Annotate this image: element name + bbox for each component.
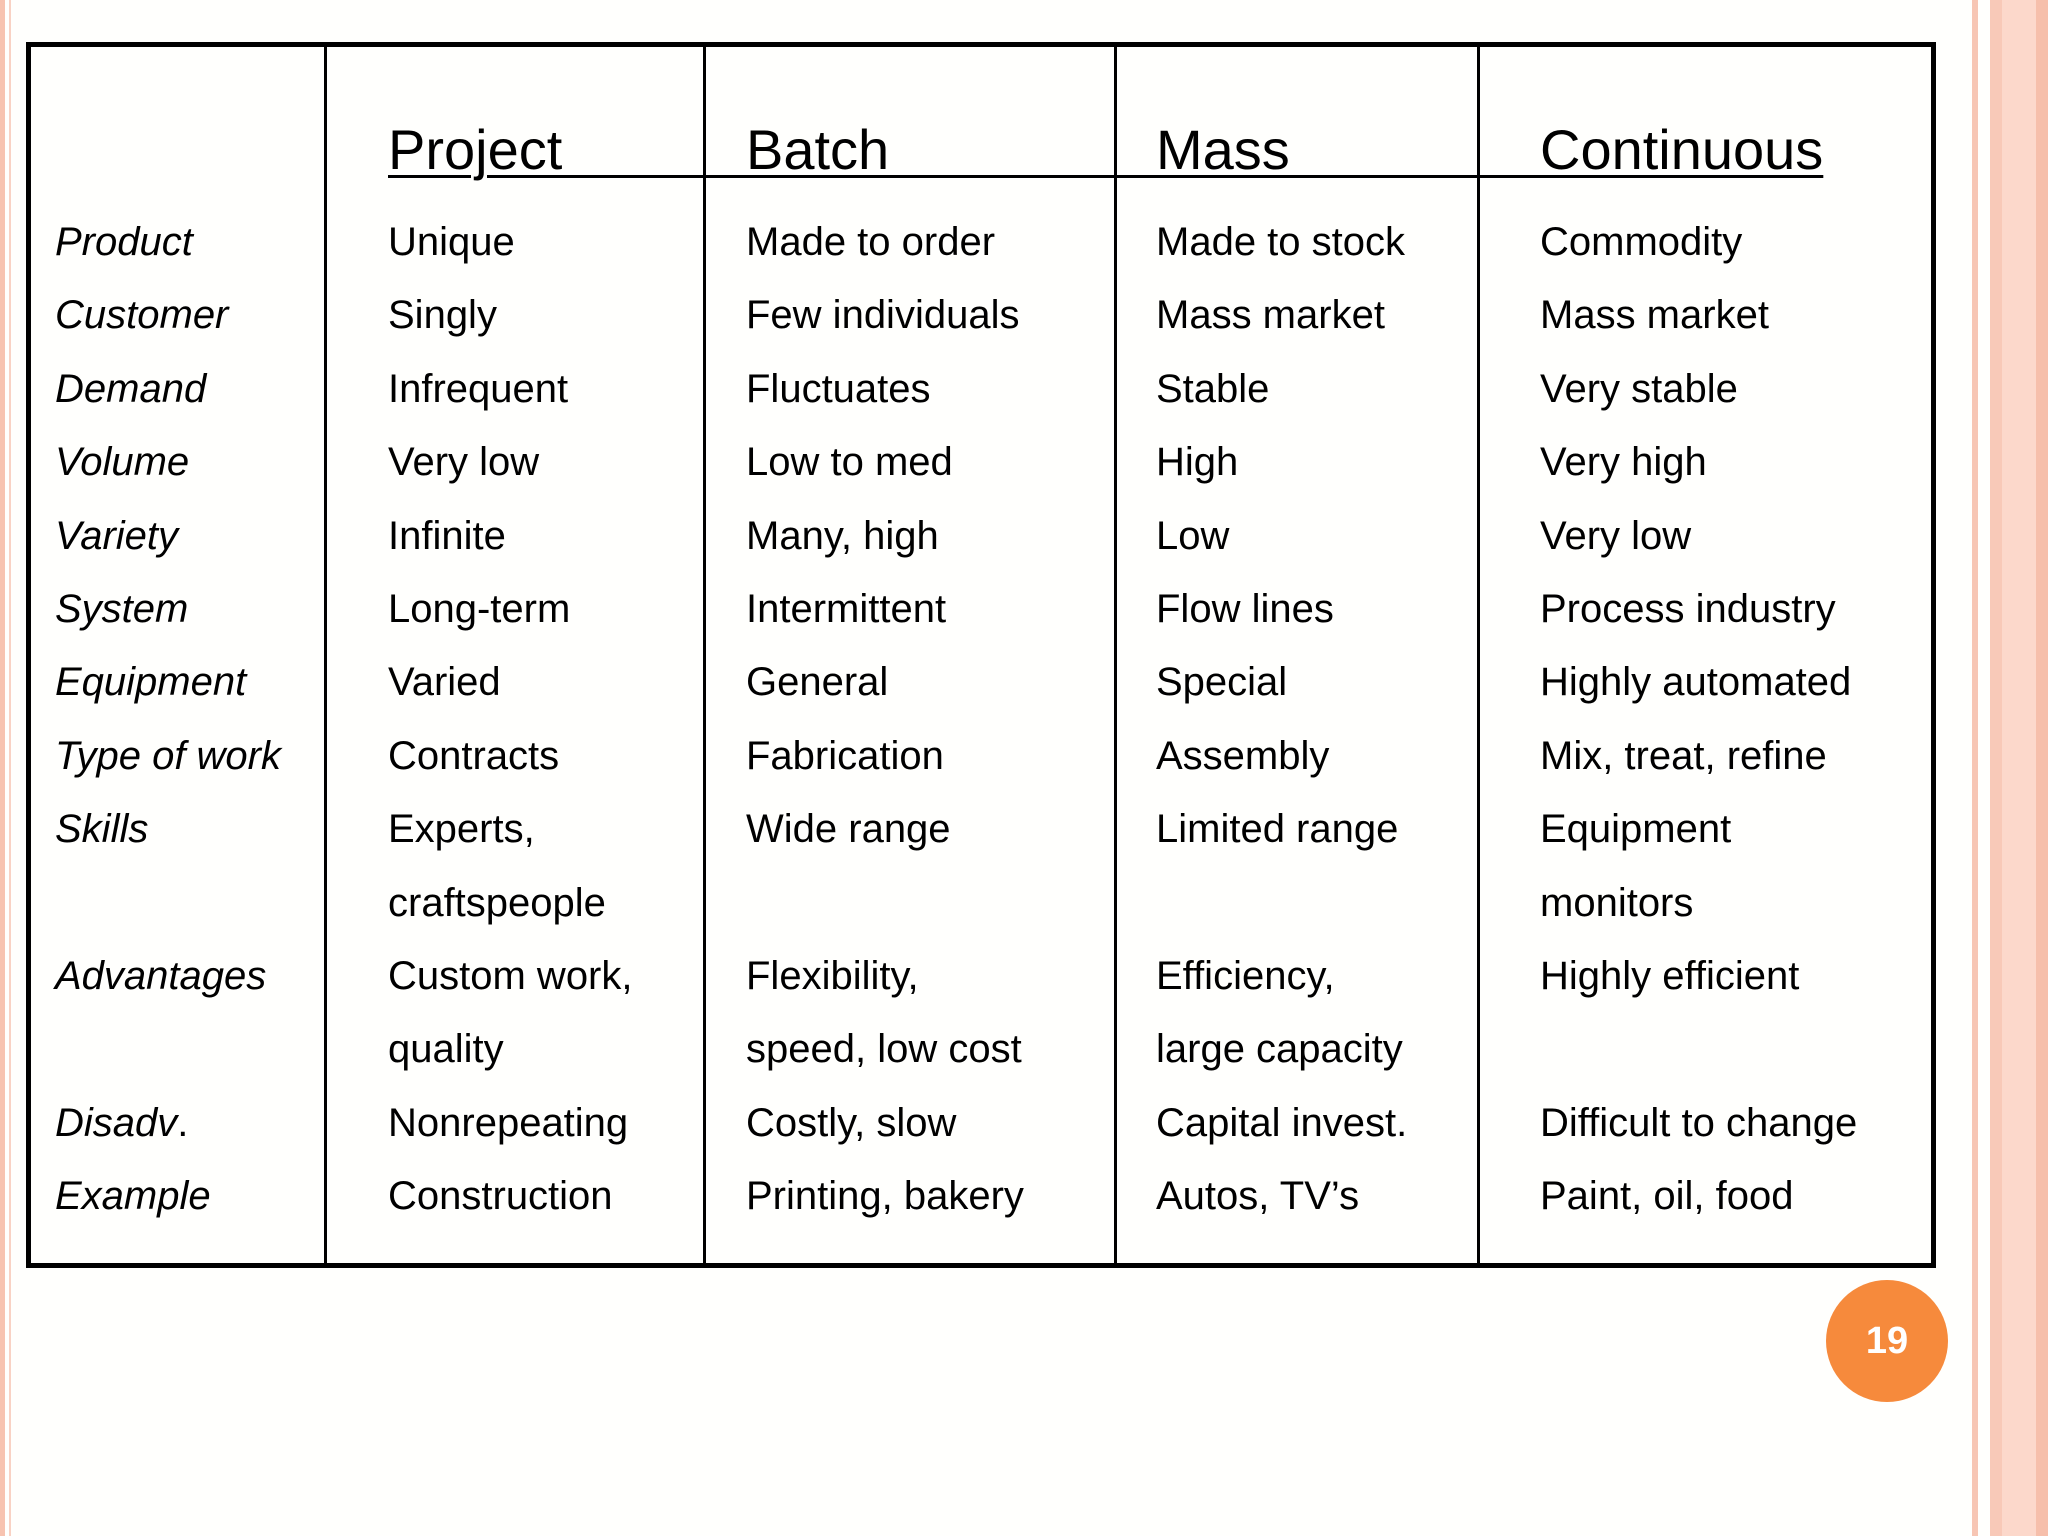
table-cell: quality — [388, 1027, 504, 1071]
table-cell: Low to med — [746, 440, 953, 484]
row-label: Demand — [55, 367, 207, 411]
table-cell: Fabrication — [746, 734, 944, 778]
table-cell: large capacity — [1156, 1027, 1403, 1071]
table-cell: Commodity — [1540, 220, 1743, 264]
table-cell: Assembly — [1156, 734, 1330, 778]
table-cell: Capital invest. — [1156, 1101, 1408, 1145]
table-cell: craftspeople — [388, 881, 606, 925]
table-cell: Experts, — [388, 807, 535, 851]
table-cell: Contracts — [388, 734, 560, 778]
slide-border-left — [0, 0, 5, 1536]
table-cell: Mass market — [1540, 293, 1769, 337]
table-cell: Efficiency, — [1156, 954, 1335, 998]
table-cell: Highly automated — [1540, 660, 1852, 704]
table-cell: Unique — [388, 220, 515, 264]
table-cell: Varied — [388, 660, 501, 704]
table-cell: Costly, slow — [746, 1101, 957, 1145]
table-cell: Custom work, — [388, 954, 633, 998]
slide-border-left-inner — [9, 0, 11, 1536]
comparison-table — [26, 42, 1936, 1268]
table-cell: Long-term — [388, 587, 571, 631]
column-divider — [703, 47, 706, 1263]
table-cell: Special — [1156, 660, 1288, 704]
table-cell: Few individuals — [746, 293, 1020, 337]
table-cell: speed, low cost — [746, 1027, 1022, 1071]
table-cell: Highly efficient — [1540, 954, 1800, 998]
row-label: Type of work — [55, 734, 281, 778]
table-cell: Very high — [1540, 440, 1707, 484]
table-cell: Limited range — [1156, 807, 1399, 851]
table-cell: Infinite — [388, 514, 506, 558]
table-cell: Paint, oil, food — [1540, 1174, 1794, 1218]
table-cell: Flexibility, — [746, 954, 919, 998]
table-cell: Mix, treat, refine — [1540, 734, 1827, 778]
table-cell: General — [746, 660, 889, 704]
table-cell: Printing, bakery — [746, 1174, 1024, 1218]
table-cell: Autos, TV’s — [1156, 1174, 1360, 1218]
table-cell: Fluctuates — [746, 367, 931, 411]
column-header-mass: Mass — [1156, 118, 1290, 181]
column-divider — [324, 47, 327, 1263]
row-label: Example — [55, 1174, 211, 1218]
table-cell: Very low — [1540, 514, 1692, 558]
abbrev-period: . — [177, 1101, 189, 1145]
column-divider — [1114, 47, 1117, 1263]
table-cell: High — [1156, 440, 1239, 484]
column-divider — [1477, 47, 1480, 1263]
table-cell: Wide range — [746, 807, 951, 851]
table-cell: monitors — [1540, 881, 1694, 925]
row-label: Customer — [55, 293, 229, 337]
row-label: Skills — [55, 807, 149, 851]
table-cell: Construction — [388, 1174, 613, 1218]
column-header-continuous: Continuous — [1540, 118, 1824, 181]
table-cell: Made to stock — [1156, 220, 1406, 264]
row-label: System — [55, 587, 189, 631]
column-header-project: Project — [388, 118, 563, 181]
row-label: Variety — [55, 514, 179, 558]
row-label: Product — [55, 220, 193, 264]
table-cell: Low — [1156, 514, 1230, 558]
slide-border-right — [1960, 0, 2048, 1536]
table-cell: Equipment — [1540, 807, 1732, 851]
table-cell: Process industry — [1540, 587, 1836, 631]
row-label: Advantages — [55, 954, 267, 998]
column-header-batch: Batch — [746, 118, 890, 181]
row-label: Disadv. — [55, 1101, 189, 1145]
table-cell: Very stable — [1540, 367, 1738, 411]
table-cell: Very low — [388, 440, 540, 484]
table-cell: Infrequent — [388, 367, 569, 411]
row-label: Volume — [55, 440, 190, 484]
table-cell: Stable — [1156, 367, 1270, 411]
row-label: Equipment — [55, 660, 247, 704]
page-number-badge: 19 — [1826, 1280, 1948, 1402]
table-cell: Made to order — [746, 220, 996, 264]
table-cell: Singly — [388, 293, 497, 337]
table-cell: Flow lines — [1156, 587, 1334, 631]
table-cell: Nonrepeating — [388, 1101, 629, 1145]
table-cell: Difficult to change — [1540, 1101, 1858, 1145]
table-cell: Mass market — [1156, 293, 1385, 337]
header-rule — [553, 175, 1576, 178]
table-cell: Many, high — [746, 514, 939, 558]
table-cell: Intermittent — [746, 587, 947, 631]
